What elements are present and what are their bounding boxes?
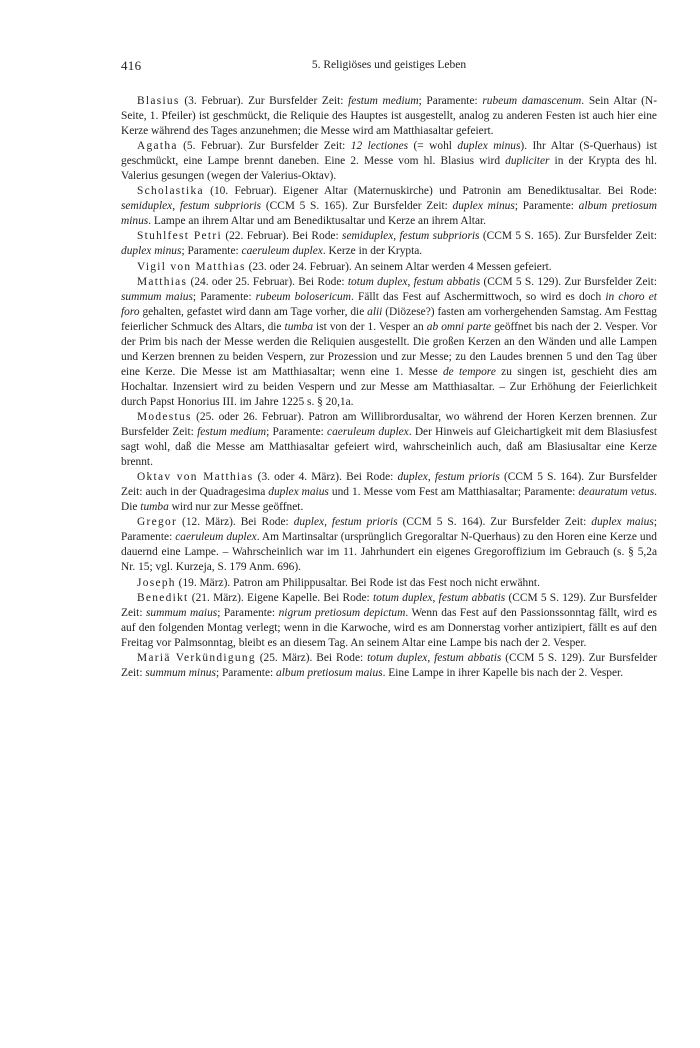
entry [121,94,657,139]
entry-title: Vigil von Matthias [137,260,246,273]
entry [121,470,657,515]
entry [121,139,657,184]
entry-body: (23. oder 24. Februar). An seinem Altar werden 4 Messen gefeiert. [245,260,552,273]
page-header [121,58,657,78]
entry [121,591,657,651]
page-number: 416 [121,58,142,73]
body-text [121,94,657,681]
entry [121,229,657,259]
entry-body: (12. März). Bei Rode: duplex, festum prioris (CCM 5 S. 164). Zur Bursfelder Zeit: duplex maius; Paramente: caeruleum duplex. Am Martinsaltar (ursprünglich Gregoraltar N-Querhaus) zu den Horen eine Kerze und dauernd eine Lampe. – Wahrscheinlich war im 11. Jahrhundert ein eigenes Gregoroffizium im Gebrauch (s. § 5,2a Nr. 15; vgl. Kurzeja, S. 179 Anm. 696). [121,516,657,574]
entry-body: (3. Februar). Zur Bursfelder Zeit: festum medium; Paramente: rubeum damascenum. Sein Altar (N-Seite, 1. Pfeiler) ist geschmückt, die Reliquie des Hauptes ist ausgestellt, analog zu anderen Festen ist auch hier eine Kerze während des Tages anzunehmen; die Messe wird am Matthiasaltar gefeiert. [121,95,657,138]
entry-title: Matthias [137,275,188,288]
entry [121,576,657,591]
entry-title: Joseph [137,576,176,589]
entry-title: Oktav von Matthias [137,471,254,484]
entry-body: (5. Februar). Zur Bursfelder Zeit: 12 lectiones (= wohl duplex minus). Ihr Altar (S-Querhaus) ist geschmückt, eine Lampe brennt daneben. Eine 2. Messe vom hl. Blasius wird dupliciter in der Krypta des hl. Valerius gesungen (wegen der Valerius-Oktav). [121,140,657,183]
entry-title: Mariä Verkündigung [137,651,256,664]
entry-body: (25. März). Bei Rode: totum duplex, festum abbatis (CCM 5 S. 129). Zur Bursfelder Zeit: summum minus; Paramente: album pretiosum maius. Eine Lampe in ihrer Kapelle bis nach der 2. Vesper. [121,651,657,679]
entry [121,275,657,410]
entry [121,651,657,681]
entry-body: (3. oder 4. März). Bei Rode: duplex, festum prioris (CCM 5 S. 164). Zur Bursfelder Zeit: auch in der Quadragesima duplex maius und 1. Messe vom Fest am Matthiasaltar; Paramente: deauratum vetus. Die tumba wird nur zur Messe geöffnet. [121,471,657,514]
entry-title: Blasius [137,95,180,107]
entry-title: Modestus [137,410,192,423]
entry-body: (22. Februar). Bei Rode: semiduplex, festum subprioris (CCM 5 S. 165). Zur Bursfelder Zeit: duplex minus; Paramente: caeruleum duplex. Kerze in der Krypta. [121,230,657,258]
entry [121,260,657,275]
running-head: 5. Religiöses und geistiges Leben [311,59,467,71]
entry-title: Benedikt [137,591,189,604]
entry-body: (10. Februar). Eigener Altar (Maternuskirche) und Patronin am Benediktusaltar. Bei Rode: semiduplex, festum subprioris (CCM 5 S. 165). Zur Bursfelder Zeit: duplex minus; Paramente: album pretiosum minus. Lampe an ihrem Altar und am Benediktusaltar und Kerze an ihrem Altar. [121,185,657,228]
entry [121,184,657,229]
entry [121,515,657,575]
entry-title: Gregor [137,516,178,529]
entry-title: Scholastika [137,185,204,198]
entry-title: Stuhlfest Petri [137,230,222,243]
entry-body: (21. März). Eigene Kapelle. Bei Rode: totum duplex, festum abbatis (CCM 5 S. 129). Zur Bursfelder Zeit: summum maius; Paramente: nigrum pretiosum depictum. Wenn das Fest auf den Passionssonntag fällt, wird es auf den folgenden Montag verlegt; wenn in die Karwoche, wird es am Donnerstag vorher antizipiert, fällt es auf den Freitag vor Palmsonntag, bleibt es an diesem Tag. An seinem Altar eine Lampe bis nach der 2. Vesper. [121,591,657,649]
entry [121,410,657,470]
entry-body: (19. März). Patron am Philippusaltar. Bei Rode ist das Fest noch nicht erwähnt. [175,576,540,589]
entry-body: (24. oder 25. Februar). Bei Rode: totum duplex, festum abbatis (CCM 5 S. 129). Zur Bursfelder Zeit: summum maius; Paramente: rubeum bolosericum. Fällt das Fest auf Aschermittwoch, so wird es doch in choro et foro gehalten, gefastet wird dann am Tage vorher, die alii (Diözese?) fasten am vorhergehenden Samstag. Am Festtag feierlicher Schmuck des Altars, die tumba ist von der 1. Vesper an ab omni parte geöffnet bis nach der 2. Vesper. Vor der Prim bis nach der Messe werden die Reliquien ausgestellt. Die großen Kerzen an den Wänden und alle Lampen und Kerzen brennen zu beiden Vespern, zur Prozession und zur Messe; zu den Laudes brennen 5 und den Tag über eine Kerze. Die Messe ist am Matthiasaltar; wenn eine 1. Messe de tempore zu singen ist, geschieht dies am Hochaltar. Inzensiert wird zu beiden Vespern und zur Messe am Matthiasaltar. – Zur Erhöhung der Feierlichkeit durch Papst Honorius III. im Jahre 1225 s. § 20,1a. [121,275,657,408]
entry-title: Agatha [137,140,178,153]
entry-body: (25. oder 26. Februar). Patron am Willibrordusaltar, wo während der Horen Kerzen brennen. Zur Bursfelder Zeit: festum medium; Paramente: caeruleum duplex. Der Hinweis auf Gleichartigkeit mit dem Blasiusfest sagt wohl, daß die Messe am Matthiasaltar gefeiert wird, wahrscheinlich auch, daß am Blasiusaltar eine Kerze brennt. [121,410,657,469]
